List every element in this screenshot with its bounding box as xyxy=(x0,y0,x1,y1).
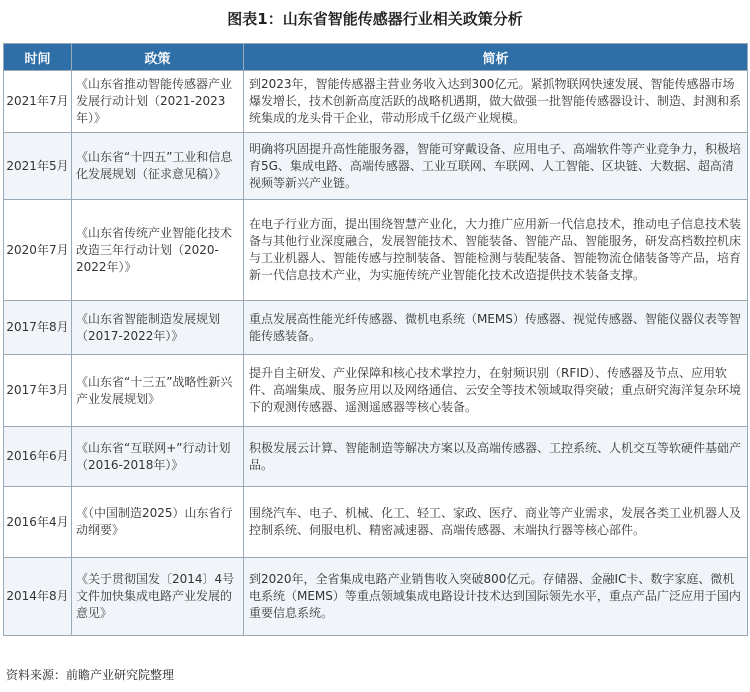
table-row xyxy=(4,133,748,200)
cell-policy: 《关于贯彻国发〔2014〕4号文件加快集成电路产业发展的意见》 xyxy=(72,558,244,636)
cell-time: 2020年7月 xyxy=(4,200,72,301)
table-row xyxy=(4,71,748,133)
header-policy: 政策 xyxy=(72,44,244,71)
cell-time: 2014年8月 xyxy=(4,558,72,636)
table-row xyxy=(4,355,748,427)
cell-analysis: 到2023年，智能传感器主营业务收入达到300亿元。紧抓物联网快速发展、智能传感器市场爆发增长，技术创新高度活跃的战略机遇期，做大做强一批智能传感器设计、制造、封测和系统集成的龙头骨干企业，带动形成千亿级产业规模。 xyxy=(244,71,748,133)
table-row xyxy=(4,200,748,301)
cell-time: 2017年8月 xyxy=(4,301,72,355)
table-row xyxy=(4,487,748,558)
cell-analysis: 积极发展云计算、智能制造等解决方案以及高端传感器、工控系统、人机交互等软硬件基础产品。 xyxy=(244,427,748,487)
source-note: 资料来源：前瞻产业研究院整理 xyxy=(6,668,175,682)
table-row xyxy=(4,301,748,355)
table-header xyxy=(4,44,748,71)
cell-time: 2021年5月 xyxy=(4,133,72,200)
cell-policy: 《山东省传统产业智能化技术改造三年行动计划（2020-2022年）》 xyxy=(72,200,244,301)
cell-analysis: 在电子行业方面，提出围绕智慧产业化，大力推广应用新一代信息技术，推动电子信息技术装备与其他行业深度融合，发展智能技术、智能装备、智能产品、智能服务，研发高档数控机床与工业机器人、智能传感与控制装备、智能检测与装配装备、智能物流仓储装备等产品，培育新一代信息技术产业，为实施传统产业智能化技术改造提供技术装备支撑。 xyxy=(244,200,748,301)
cell-analysis: 明确将巩固提升高性能服务器，智能可穿戴设备、应用电子、高端软件等产业竞争力，积极培育5G、集成电路、高端传感器、工业互联网、车联网、人工智能、区块链、大数据、超高清视频等新兴产业链。 xyxy=(244,133,748,200)
table-row xyxy=(4,558,748,636)
cell-analysis: 围绕汽车、电子、机械、化工、轻工、家政、医疗、商业等产业需求，发展各类工业机器人及控制系统、伺服电机、精密减速器、高端传感器、末端执行器等核心部件。 xyxy=(244,487,748,558)
cell-time: 2016年6月 xyxy=(4,427,72,487)
table-body xyxy=(4,71,748,636)
cell-time: 2016年4月 xyxy=(4,487,72,558)
figure-title: 图表1：山东省智能传感器行业相关政策分析 xyxy=(227,10,523,28)
policy-table xyxy=(3,43,748,636)
cell-time: 2017年3月 xyxy=(4,355,72,427)
cell-policy: 《山东省“十四五”工业和信息化发展规划（征求意见稿）》 xyxy=(72,133,244,200)
table-row xyxy=(4,427,748,487)
cell-analysis: 提升自主研发、产业保障和核心技术掌控力，在射频识别（RFID）、传感器及节点、应用软件、高端集成、服务应用以及网络通信、云安全等技术领域取得突破；重点研究海洋复杂环境下的观测传感器、遥测遥感器等核心装备。 xyxy=(244,355,748,427)
cell-time: 2021年7月 xyxy=(4,71,72,133)
cell-analysis: 到2020年，全省集成电路产业销售收入突破800亿元。存储器、金融IC卡、数字家庭、微机电系统（MEMS）等重点领域集成电路设计技术达到国际领先水平，重点产品广泛应用于国内重要信息系统。 xyxy=(244,558,748,636)
cell-policy: 《山东省智能制造发展规划（2017-2022年）》 xyxy=(72,301,244,355)
cell-policy: 《山东省“互联网+”行动计划（2016-2018年）》 xyxy=(72,427,244,487)
cell-policy: 《（中国制造2025）山东省行动纲要》 xyxy=(72,487,244,558)
header-analysis: 简析 xyxy=(244,44,748,71)
cell-policy: 《山东省推动智能传感器产业发展行动计划（2021-2023年）》 xyxy=(72,71,244,133)
cell-policy: 《山东省“十三五”战略性新兴产业发展规划》 xyxy=(72,355,244,427)
header-time: 时间 xyxy=(4,44,72,71)
cell-analysis: 重点发展高性能光纤传感器、微机电系统（MEMS）传感器、视觉传感器、智能仪器仪表等智能传感装备。 xyxy=(244,301,748,355)
